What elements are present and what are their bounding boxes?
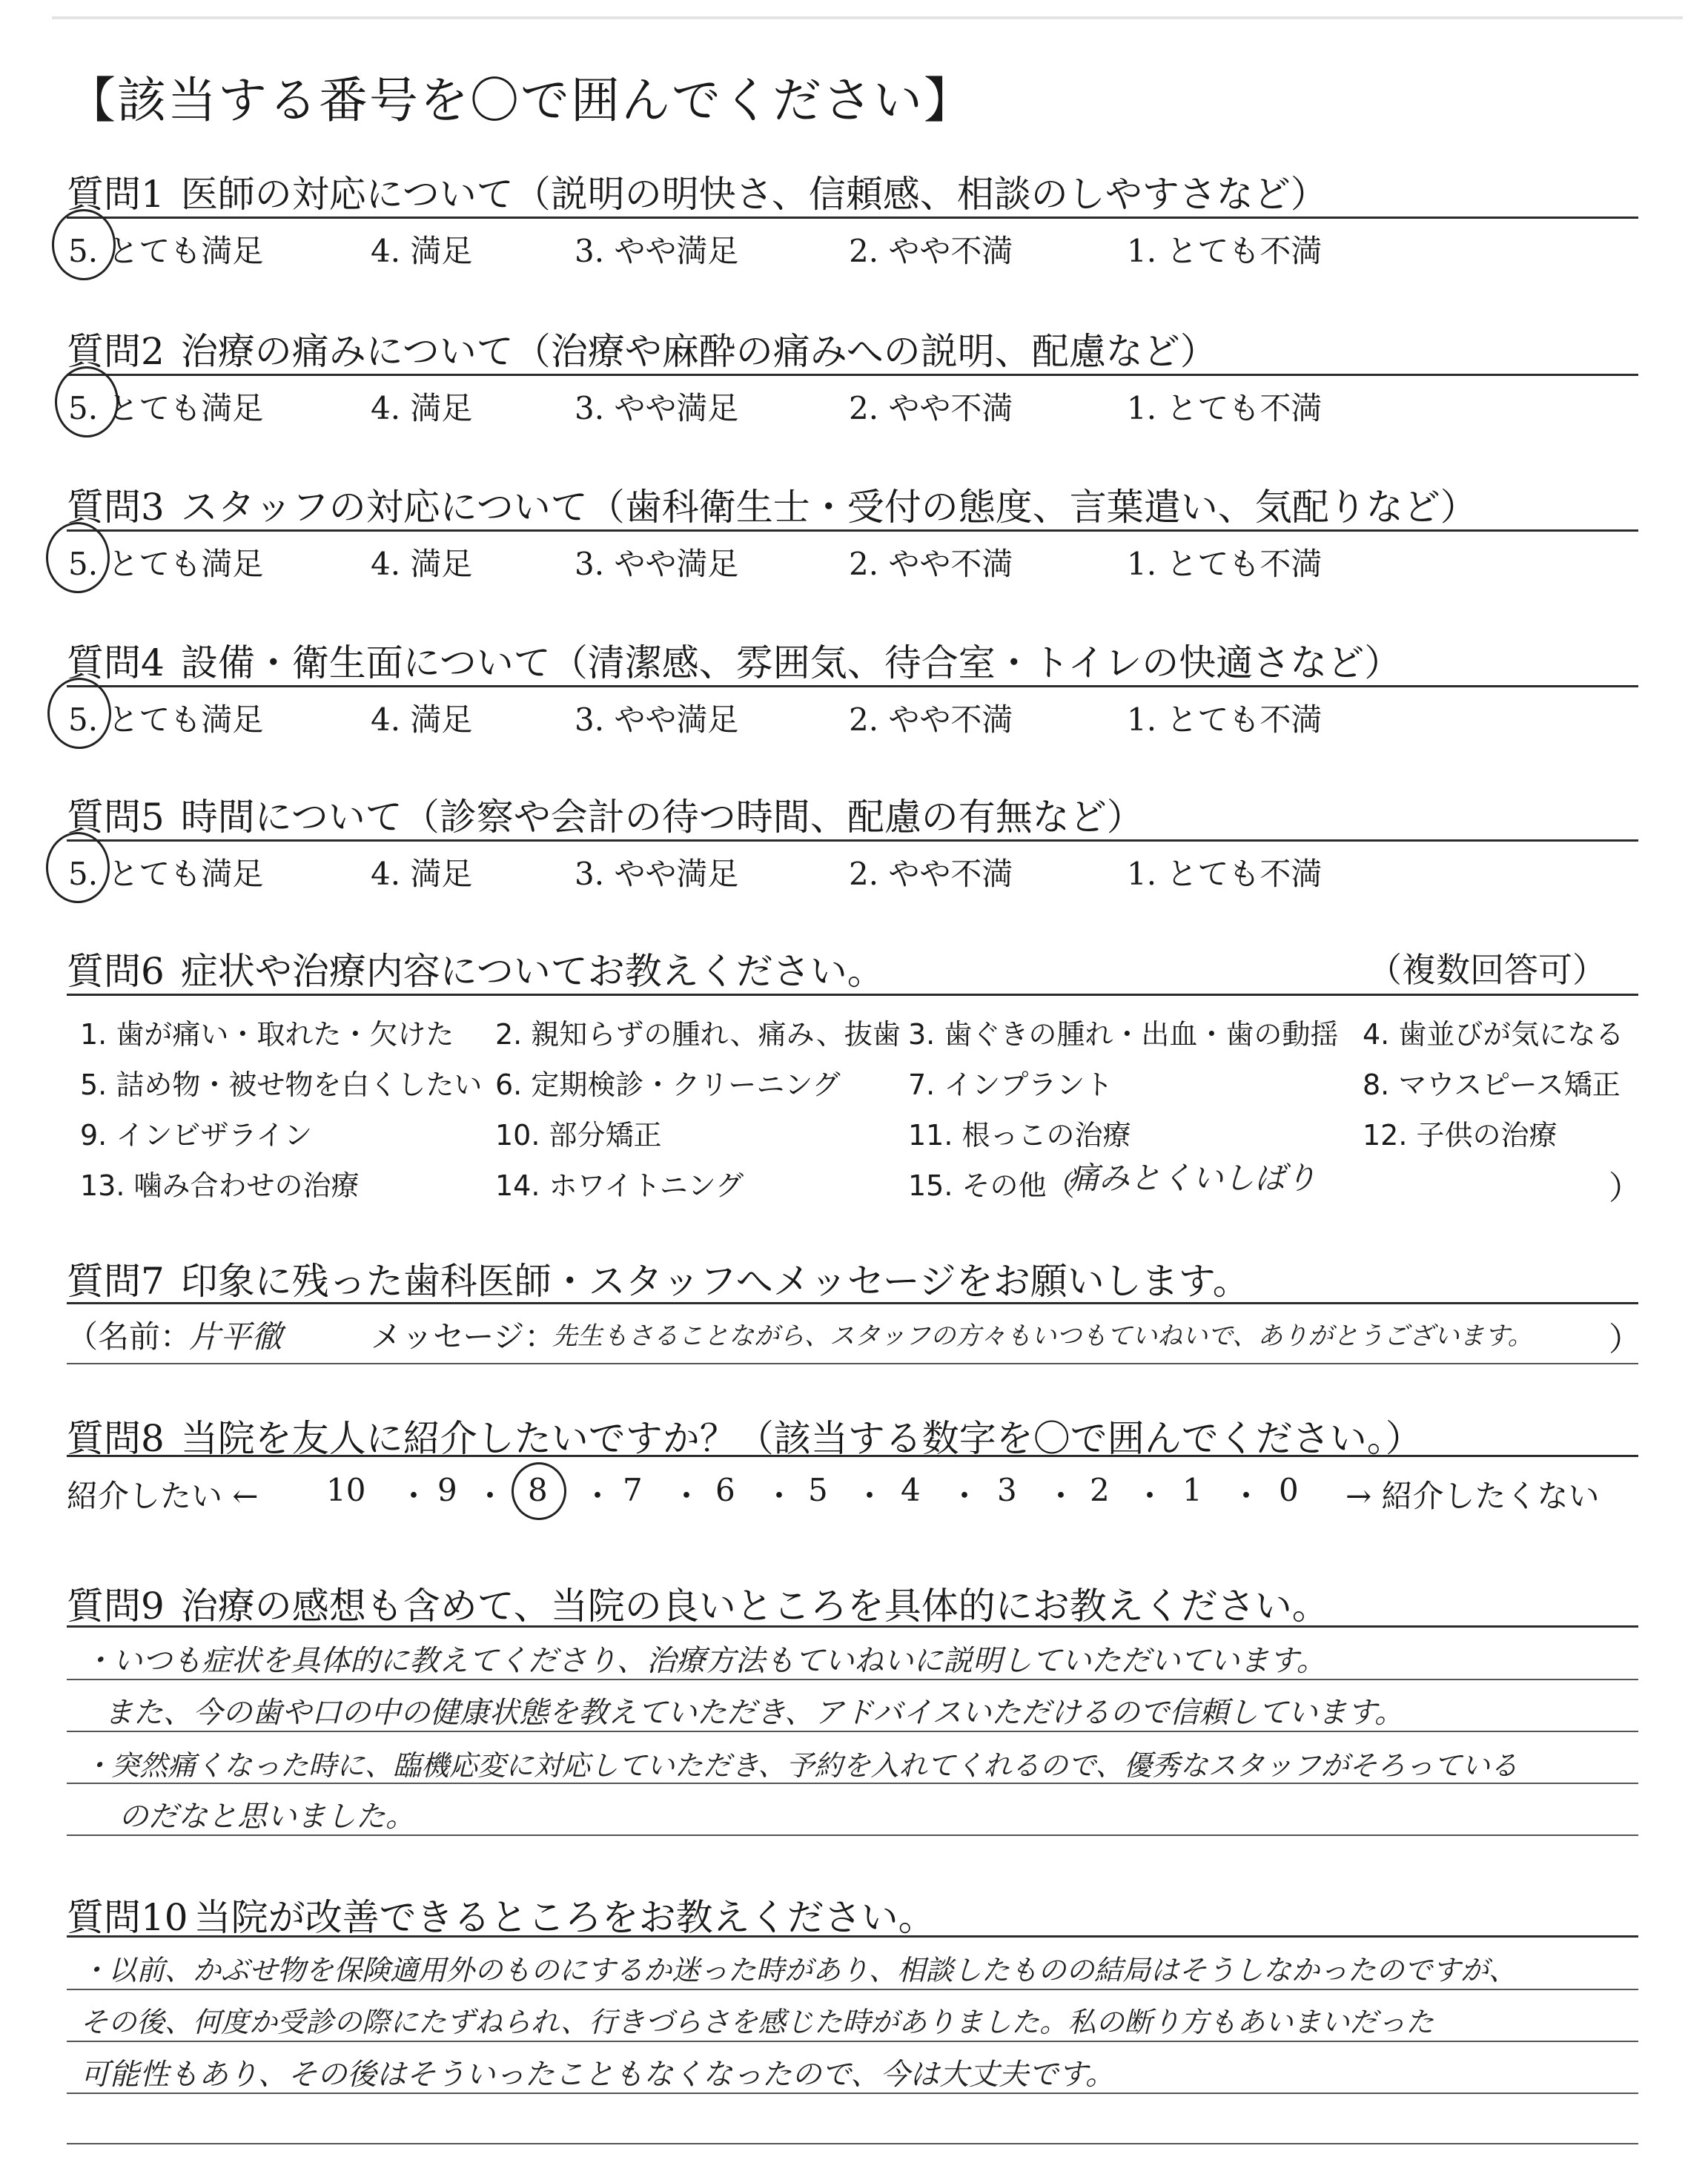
top-border	[52, 16, 1683, 19]
question-10	[67, 1888, 936, 1941]
q6-item-13[interactable]: 13. 噛み合わせの治療	[80, 1169, 360, 1202]
question-4-rule	[67, 685, 1638, 687]
question-1	[67, 165, 1328, 218]
q2-option-3[interactable]: 3. やや満足	[575, 390, 739, 426]
question-9-text: 治療の感想も含めて、当院の良いところを具体的にお教えください。	[180, 1585, 1329, 1628]
q8-score-9[interactable]: 9	[437, 1472, 457, 1508]
q10-line-4	[67, 2143, 1638, 2144]
q8-sep-8: ・	[1045, 1478, 1077, 1514]
q3-option-5[interactable]: 5. とても満足	[68, 546, 264, 582]
q8-score-3[interactable]: 3	[997, 1472, 1017, 1508]
question-4-text: 設備・衛生面について（清潔感、雰囲気、待合室・トイレの快適さなど）	[180, 641, 1402, 684]
question-3-rule	[67, 529, 1638, 532]
q9-answer-line-3: ・突然痛くなった時に、臨機応変に対応していただき、予約を入れてくれるので、優秀なスタッフがそろっている	[83, 1749, 1518, 1782]
q10-line-1	[67, 1989, 1638, 1990]
q7-message-handwritten: 先生もさることながら、スタッフの方々もいつもていねいで、ありがとうございます。	[552, 1321, 1533, 1351]
q1-option-1[interactable]: 1. とても不満	[1127, 233, 1323, 269]
q5-option-5[interactable]: 5. とても満足	[68, 856, 264, 892]
q6-other-close-paren: ）	[1609, 1169, 1641, 1207]
question-9	[67, 1576, 1329, 1630]
question-7-text: 印象に残った歯科医師・スタッフへメッセージをお願いします。	[180, 1260, 1250, 1303]
q9-line-3	[67, 1783, 1638, 1784]
question-5	[67, 787, 1144, 841]
q6-item-7[interactable]: 7. インプラント	[908, 1069, 1113, 1101]
q5-option-2[interactable]: 2. やや不満	[849, 856, 1013, 892]
q8-sep-5: ・	[764, 1478, 795, 1514]
q7-name-handwritten: 片平徹	[189, 1318, 283, 1355]
q8-sep-3: ・	[582, 1478, 614, 1514]
q8-score-0[interactable]: 0	[1279, 1472, 1299, 1508]
q3-option-2[interactable]: 2. やや不満	[849, 546, 1013, 582]
q8-sep-4: ・	[671, 1478, 703, 1514]
q8-sep-10: ・	[1231, 1478, 1262, 1514]
q3-option-1[interactable]: 1. とても不満	[1127, 546, 1323, 582]
q7-close-paren: ）	[1609, 1321, 1641, 1358]
q6-item-2[interactable]: 2. 親知らずの腫れ、痛み、抜歯	[495, 1018, 901, 1051]
q7-answer-line	[67, 1363, 1638, 1364]
q6-item-9[interactable]: 9. インビザライン	[80, 1119, 313, 1152]
q5-option-1[interactable]: 1. とても不満	[1127, 856, 1323, 892]
question-3-text: スタッフの対応について（歯科衛生士・受付の態度、言葉遣い、気配りなど）	[180, 486, 1477, 529]
q10-line-2	[67, 2041, 1638, 2042]
question-6	[67, 942, 884, 995]
q5-option-3[interactable]: 3. やや満足	[575, 856, 739, 892]
q10-answer-line-2: その後、何度か受診の際にたずねられ、行きづらさを感じた時がありました。私の断り方もあいまいだった	[80, 2006, 1434, 2038]
q6-item-6[interactable]: 6. 定期検診・クリーニング	[495, 1069, 841, 1101]
q8-score-7[interactable]: 7	[623, 1472, 643, 1508]
q9-line-2	[67, 1731, 1638, 1732]
q9-line-1	[67, 1679, 1638, 1680]
q6-item-4[interactable]: 4. 歯並びが気になる	[1363, 1018, 1624, 1051]
question-8-text: 当院を友人に紹介したいですか？（該当する数字を〇で囲んでください。）	[180, 1417, 1423, 1460]
q6-item-15[interactable]: 15. その他（	[908, 1169, 1075, 1202]
q8-sep-9: ・	[1134, 1478, 1166, 1514]
question-3-label: 質問3	[67, 486, 165, 529]
q6-other-handwritten: 痛みとくいしばり	[1068, 1160, 1317, 1196]
question-2-label: 質問2	[67, 330, 165, 373]
multiple-answers-note: （複数回答可）	[1368, 950, 1606, 990]
question-8-label: 質問8	[67, 1417, 165, 1460]
page-title: 【該当する番号を〇で囲んでください】	[67, 72, 974, 129]
q7-message-label: メッセージ：	[371, 1318, 556, 1355]
q8-score-4[interactable]: 4	[901, 1472, 921, 1508]
q2-option-1[interactable]: 1. とても不満	[1127, 390, 1323, 426]
q9-answer-line-1: ・いつも症状を具体的に教えてくださり、治療方法もていねいに説明していただいています。	[83, 1644, 1326, 1678]
q8-sep-1: ・	[398, 1478, 430, 1514]
q8-sep-2: ・	[474, 1478, 506, 1514]
question-9-label: 質問9	[67, 1585, 165, 1628]
q1-option-5[interactable]: 5. とても満足	[68, 233, 264, 269]
q4-option-2[interactable]: 2. やや不満	[849, 701, 1013, 738]
q8-score-8[interactable]: 8	[528, 1472, 548, 1508]
q8-score-2[interactable]: 2	[1090, 1472, 1110, 1508]
q2-option-2[interactable]: 2. やや不満	[849, 390, 1013, 426]
q1-option-4[interactable]: 4. 満足	[371, 233, 473, 269]
question-10-rule	[67, 1935, 1638, 1938]
q9-line-4	[67, 1834, 1638, 1836]
q8-sep-7: ・	[949, 1478, 981, 1514]
question-8-rule	[67, 1455, 1638, 1457]
question-5-label: 質問5	[67, 796, 165, 839]
question-5-text: 時間について（診察や会計の待つ時間、配慮の有無など）	[180, 796, 1144, 839]
q4-option-1[interactable]: 1. とても不満	[1127, 701, 1323, 738]
question-4-label: 質問4	[67, 641, 165, 684]
q6-item-12[interactable]: 12. 子供の治療	[1363, 1119, 1558, 1152]
q6-item-5[interactable]: 5. 詰め物・被せ物を白くしたい	[80, 1069, 483, 1101]
q8-score-5[interactable]: 5	[808, 1472, 828, 1508]
q8-sep-6: ・	[854, 1478, 886, 1514]
q6-item-11[interactable]: 11. 根っこの治療	[908, 1119, 1131, 1152]
q5-option-4[interactable]: 4. 満足	[371, 856, 473, 892]
q4-option-4[interactable]: 4. 満足	[371, 701, 473, 738]
question-6-text: 症状や治療内容についてお教えください。	[180, 950, 884, 993]
q6-item-3[interactable]: 3. 歯ぐきの腫れ・出血・歯の動揺	[908, 1018, 1339, 1051]
q7-name-label: （名前：	[67, 1318, 192, 1355]
q10-answer-line-3: 可能性もあり、その後はそういったこともなくなったので、今は大丈夫です。	[80, 2058, 1115, 2092]
question-6-label: 質問6	[67, 950, 165, 993]
q8-score-1[interactable]: 1	[1182, 1472, 1202, 1508]
q8-left-label: 紹介したい ←	[67, 1478, 259, 1514]
question-2-text: 治療の痛みについて（治療や麻酔の痛みへの説明、配慮など）	[180, 330, 1217, 373]
question-7-label: 質問7	[67, 1260, 165, 1303]
q1-option-2[interactable]: 2. やや不満	[849, 233, 1013, 269]
q9-answer-line-4: のだなと思いました。	[119, 1800, 415, 1834]
q3-option-4[interactable]: 4. 満足	[371, 546, 473, 582]
question-2	[67, 322, 1217, 375]
question-10-text: 当院が改善できるところをお教えください。	[193, 1896, 936, 1939]
q9-answer-line-2: また、今の歯や口の中の健康状態を教えていただき、アドバイスいただけるので信頼しています。	[104, 1696, 1404, 1730]
question-1-text: 医師の対応について（説明の明快さ、信頼感、相談のしやすさなど）	[180, 173, 1328, 216]
q8-score-6[interactable]: 6	[715, 1472, 735, 1508]
q4-option-3[interactable]: 3. やや満足	[575, 701, 739, 738]
q6-item-1[interactable]: 1. 歯が痛い・取れた・欠けた	[80, 1018, 454, 1051]
q10-answer-line-1: ・以前、かぶせ物を保険適用外のものにするか迷った時があり、相談したものの結局はそうしなかったのですが、	[80, 1954, 1517, 1986]
q8-score-10[interactable]: 10	[326, 1472, 366, 1508]
question-10-label: 質問10	[67, 1896, 188, 1939]
question-9-rule	[67, 1625, 1638, 1628]
question-7-rule	[67, 1302, 1638, 1304]
question-6-rule	[67, 994, 1638, 996]
q6-item-10[interactable]: 10. 部分矯正	[495, 1119, 662, 1152]
q10-line-3	[67, 2093, 1638, 2094]
q6-item-14[interactable]: 14. ホワイトニング	[495, 1169, 744, 1202]
q3-option-3[interactable]: 3. やや満足	[575, 546, 739, 582]
question-7	[67, 1252, 1250, 1305]
question-1-rule	[67, 217, 1638, 219]
q4-option-5[interactable]: 5. とても満足	[68, 701, 264, 738]
question-4	[67, 633, 1401, 687]
q1-option-3[interactable]: 3. やや満足	[575, 233, 739, 269]
q2-option-5[interactable]: 5. とても満足	[68, 390, 264, 426]
q8-right-label: → 紹介したくない	[1345, 1478, 1600, 1514]
question-2-rule	[67, 374, 1638, 376]
q6-item-8[interactable]: 8. マウスピース矯正	[1363, 1069, 1621, 1101]
q2-option-4[interactable]: 4. 満足	[371, 390, 473, 426]
question-3	[67, 478, 1477, 531]
question-1-label: 質問1	[67, 173, 165, 216]
question-5-rule	[67, 839, 1638, 842]
